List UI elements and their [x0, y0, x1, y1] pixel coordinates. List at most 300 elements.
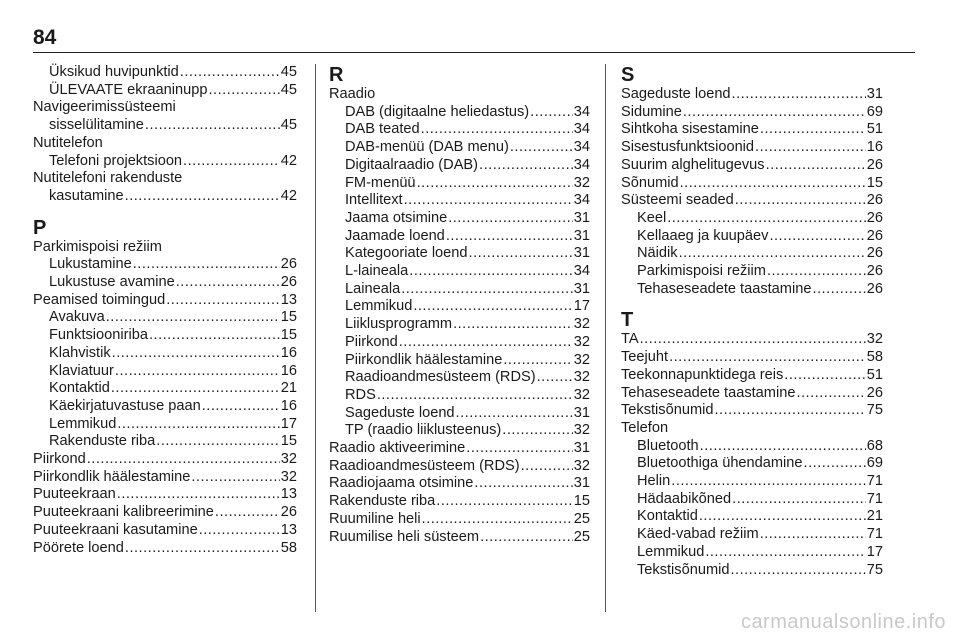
dot-leader	[149, 327, 280, 345]
dot-leader	[667, 210, 866, 228]
entry-text: TP (raadio liiklusteenus)	[345, 422, 502, 439]
dot-leader	[453, 316, 573, 334]
entry-text: Üksikud huvipunktid	[49, 64, 179, 80]
entry-page-number: 31	[573, 245, 590, 262]
entry-text: Funktsiooniriba	[49, 327, 148, 344]
entry-page-number: 21	[280, 380, 297, 397]
entry-text: Piirkondlik häälestamine	[33, 468, 191, 485]
entry-page-number: 71	[866, 473, 883, 490]
dot-leader	[671, 473, 866, 491]
dot-leader	[537, 369, 573, 387]
entry-page-number: 32	[866, 331, 883, 348]
entry-text: Piirkond	[345, 333, 398, 350]
index-entry[interactable]	[329, 511, 590, 529]
entry-page-number: 15	[866, 174, 883, 191]
entry-text: sisselülitamine	[49, 117, 144, 134]
entry-text: Helin	[637, 473, 671, 490]
entry-page-number: 58	[280, 539, 297, 556]
entry-page-number: 25	[573, 510, 590, 527]
dot-leader	[111, 380, 280, 398]
entry-page-number: 15	[573, 493, 590, 510]
column-divider	[315, 64, 316, 612]
index-subentry[interactable]	[329, 263, 590, 281]
entry-text: ÜLEVAATE ekraaninupp	[49, 81, 208, 98]
index-subentry[interactable]	[33, 117, 297, 135]
dot-leader	[766, 157, 866, 175]
index-column-3	[621, 64, 883, 579]
index-section-letter: S	[621, 64, 635, 86]
dot-leader	[796, 385, 865, 403]
entry-page-number: 32	[573, 422, 590, 439]
entry-text: Süsteemi seaded	[621, 192, 734, 209]
entry-text: Teekonnapunktidega reis	[621, 366, 784, 383]
index-subentry[interactable]	[621, 210, 883, 228]
index-section-letter: P	[33, 216, 47, 239]
entry-text: Sisestusfunktsioonid	[621, 139, 755, 156]
entry-page-number: 31	[573, 227, 590, 244]
index-subentry[interactable]	[33, 82, 297, 100]
index-entry[interactable]	[621, 104, 883, 122]
entry-page-number: 51	[866, 366, 883, 383]
dot-leader	[202, 398, 280, 416]
entry-page-number: 26	[280, 274, 297, 291]
entry-page-number: 16	[280, 397, 297, 414]
index-subentry[interactable]	[329, 298, 590, 316]
index-entry[interactable]	[33, 451, 297, 469]
dot-leader	[521, 458, 573, 476]
index-subentry[interactable]	[329, 422, 590, 440]
entry-text: Lemmikud	[637, 543, 705, 560]
dot-leader	[510, 139, 573, 157]
entry-page-number: 26	[866, 227, 883, 244]
entry-text: Klahvistik	[49, 344, 111, 361]
entry-page-number: 71	[866, 526, 883, 543]
index-subentry[interactable]	[329, 405, 590, 423]
entry-text: Hädaabikõned	[637, 490, 732, 507]
index-subentry[interactable]	[33, 433, 297, 451]
entry-page-number: 75	[866, 561, 883, 578]
index-entry[interactable]	[33, 486, 297, 504]
dot-leader	[87, 451, 280, 469]
index-subentry[interactable]	[621, 455, 883, 473]
entry-text: Klaviatuur	[49, 362, 114, 379]
index-entry[interactable]	[621, 157, 883, 175]
entry-text: Sihtkoha sisestamine	[621, 121, 759, 138]
entry-page-number: 69	[866, 103, 883, 120]
entry-text: Lemmikud	[345, 298, 413, 315]
entry-text: Raadiojaama otsimine	[329, 475, 474, 492]
index-entry[interactable]	[329, 440, 590, 458]
index-subentry[interactable]	[621, 562, 883, 580]
index-column-1	[33, 64, 297, 557]
entry-page-number: 26	[866, 192, 883, 209]
dot-leader	[784, 367, 865, 385]
index-entry[interactable]	[621, 367, 883, 385]
entry-page-number: 32	[573, 174, 590, 191]
dot-leader	[699, 508, 866, 526]
entry-page-number: 32	[573, 351, 590, 368]
entry-page-number: 68	[866, 437, 883, 454]
entry-page-number: 13	[280, 291, 297, 308]
entry-text: Käekirjatuvastuse paan	[49, 397, 201, 414]
header-rule	[33, 52, 915, 53]
index-subentry[interactable]	[33, 274, 297, 292]
index-section-letter: R	[329, 64, 344, 86]
entry-page-number: 26	[866, 384, 883, 401]
entry-page-number: 25	[573, 528, 590, 545]
entry-page-number: 32	[280, 468, 297, 485]
index-entry[interactable]	[621, 385, 883, 403]
index-subentry[interactable]	[33, 398, 297, 416]
entry-text: Puuteekraani kalibreerimine	[33, 504, 214, 521]
entry-page-number: 17	[866, 543, 883, 560]
index-subentry[interactable]	[329, 175, 590, 193]
entry-text: Sõnumid	[621, 174, 679, 191]
index-subentry[interactable]	[621, 263, 883, 281]
index-heading: Nutitelefon	[33, 134, 103, 151]
entry-page-number: 32	[573, 316, 590, 333]
index-subentry[interactable]	[329, 352, 590, 370]
dot-leader	[812, 281, 865, 299]
index-subentry[interactable]	[33, 327, 297, 345]
entry-page-number: 31	[573, 440, 590, 457]
dot-leader	[183, 153, 280, 171]
index-subentry[interactable]	[33, 380, 297, 398]
dot-leader	[215, 504, 280, 522]
index-entry[interactable]	[621, 175, 883, 193]
entry-page-number: 15	[280, 327, 297, 344]
entry-page-number: 21	[866, 508, 883, 525]
dot-leader	[466, 440, 572, 458]
entry-page-number: 31	[573, 404, 590, 421]
entry-text: DAB (digitaalne heliedastus)	[345, 103, 530, 120]
index-subentry[interactable]	[33, 345, 297, 363]
entry-text: Digitaalraadio (DAB)	[345, 156, 479, 173]
dot-leader	[767, 263, 866, 281]
index-entry[interactable]	[329, 475, 590, 493]
entry-text: Telefoni projektsioon	[49, 152, 183, 169]
dot-leader	[705, 544, 865, 562]
column-divider	[605, 64, 606, 612]
dot-leader	[436, 493, 572, 511]
entry-text: Rakenduste riba	[329, 493, 436, 510]
index-entry[interactable]	[33, 292, 297, 310]
index-subentry[interactable]	[329, 139, 590, 157]
index-subentry[interactable]	[329, 104, 590, 122]
entry-text: Raadioandmesüsteem (RDS)	[329, 457, 520, 474]
entry-text: Tehaseseadete taastamine	[637, 280, 812, 297]
dot-leader	[417, 175, 573, 193]
entry-text: DAB teated	[345, 121, 420, 138]
index-subentry[interactable]	[621, 281, 883, 299]
index-subentry[interactable]	[33, 309, 297, 327]
index-subentry[interactable]	[621, 245, 883, 263]
dot-leader	[732, 86, 866, 104]
dot-leader	[191, 469, 279, 487]
index-entry[interactable]	[621, 121, 883, 139]
dot-leader	[422, 511, 573, 529]
entry-page-number: 16	[280, 344, 297, 361]
dot-leader	[446, 228, 573, 246]
entry-page-number: 31	[866, 86, 883, 102]
entry-text: Sidumine	[621, 103, 682, 120]
entry-page-number: 26	[866, 156, 883, 173]
entry-page-number: 34	[573, 263, 590, 280]
entry-text: Puuteekraan	[33, 486, 116, 503]
dot-leader	[503, 352, 572, 370]
entry-text: Raadio aktiveerimine	[329, 440, 466, 457]
dot-leader	[760, 526, 866, 544]
entry-text: Laineala	[345, 280, 401, 297]
entry-page-number: 31	[573, 209, 590, 226]
entry-text: Parkimispoisi režiim	[637, 263, 766, 280]
dot-leader	[669, 349, 866, 367]
dot-leader	[115, 363, 280, 381]
index-subentry[interactable]	[329, 192, 590, 210]
dot-leader	[755, 139, 866, 157]
entry-text: L-laineala	[345, 263, 409, 280]
entry-text: DAB-menüü (DAB menu)	[345, 139, 509, 156]
entry-text: Piirkondlik häälestamine	[345, 351, 503, 368]
entry-page-number: 51	[866, 121, 883, 138]
watermark: carmanualsonline.info	[740, 611, 946, 633]
index-subentry[interactable]	[621, 438, 883, 456]
dot-leader	[760, 121, 866, 139]
entry-page-number: 17	[573, 298, 590, 315]
index-heading: Navigeerimissüsteemi	[33, 99, 176, 116]
entry-page-number: 58	[866, 349, 883, 366]
entry-page-number: 26	[866, 280, 883, 297]
dot-leader	[714, 402, 865, 420]
index-entry[interactable]	[621, 86, 883, 104]
dot-leader	[732, 491, 866, 509]
index-heading: Parkimispoisi režiim	[33, 238, 162, 255]
entry-text: Kontaktid	[49, 380, 110, 397]
dot-leader	[117, 416, 279, 434]
dot-leader	[640, 331, 866, 349]
index-subentry[interactable]	[329, 316, 590, 334]
dot-leader	[404, 192, 573, 210]
dot-leader	[769, 228, 865, 246]
dot-leader	[679, 245, 866, 263]
entry-text: Kellaaeg ja kuupäev	[637, 227, 769, 244]
index-entry[interactable]	[621, 349, 883, 367]
entry-text: Raadioandmesüsteem (RDS)	[345, 369, 536, 386]
entry-page-number: 32	[573, 369, 590, 386]
entry-page-number: 45	[280, 81, 297, 98]
entry-page-number: 45	[280, 117, 297, 134]
index-subentry[interactable]	[329, 369, 590, 387]
entry-page-number: 32	[573, 333, 590, 350]
entry-page-number: 26	[866, 209, 883, 226]
entry-page-number: 32	[280, 451, 297, 468]
entry-page-number: 26	[866, 263, 883, 280]
dot-leader	[480, 529, 573, 547]
entry-page-number: 69	[866, 455, 883, 472]
entry-text: Puuteekraani kasutamine	[33, 521, 198, 538]
index-heading: Telefon	[621, 419, 669, 436]
entry-text: Teejuht	[621, 349, 669, 366]
index-subentry[interactable]	[33, 363, 297, 381]
entry-text: Kontaktid	[637, 508, 698, 525]
entry-text: Lukustamine	[49, 256, 132, 273]
dot-leader	[502, 422, 572, 440]
dot-leader	[474, 475, 572, 493]
index-heading: Raadio	[329, 86, 376, 102]
entry-page-number: 34	[573, 156, 590, 173]
entry-page-number: 45	[280, 64, 297, 80]
entry-page-number: 17	[280, 415, 297, 432]
dot-leader	[530, 104, 573, 122]
index-subentry[interactable]	[33, 153, 297, 171]
entry-text: Näidik	[637, 245, 678, 262]
index-entry[interactable]	[621, 402, 883, 420]
dot-leader	[730, 562, 865, 580]
dot-leader	[479, 157, 573, 175]
entry-page-number: 13	[280, 521, 297, 538]
dot-leader	[112, 345, 280, 363]
entry-page-number: 34	[573, 121, 590, 138]
dot-leader	[700, 438, 866, 456]
entry-text: Bluetoothiga ühendamine	[637, 455, 803, 472]
dot-leader	[125, 540, 280, 558]
dot-leader	[448, 210, 573, 228]
index-subentry[interactable]	[621, 508, 883, 526]
entry-text: Keel	[637, 209, 667, 226]
index-entry[interactable]	[33, 469, 297, 487]
entry-page-number: 71	[866, 490, 883, 507]
index-subentry[interactable]	[621, 526, 883, 544]
entry-text: Rakenduste riba	[49, 433, 156, 450]
page-number: 84	[33, 26, 57, 49]
entry-text: Jaama otsimine	[345, 209, 448, 226]
dot-leader	[106, 309, 280, 327]
entry-text: Piirkond	[33, 451, 86, 468]
dot-leader	[683, 104, 866, 122]
entry-text: Sageduste loend	[621, 86, 731, 102]
entry-text: Lemmikud	[49, 415, 117, 432]
entry-text: Kategooriate loend	[345, 245, 468, 262]
index-subentry[interactable]	[621, 544, 883, 562]
dot-leader	[156, 433, 279, 451]
entry-text: RDS	[345, 386, 376, 403]
entry-text: Sageduste loend	[345, 404, 455, 421]
index-subentry[interactable]	[329, 281, 590, 299]
entry-text: Tekstisõnumid	[621, 402, 714, 419]
dot-leader	[409, 263, 572, 281]
index-subentry[interactable]	[621, 228, 883, 246]
entry-text: Liiklusprogramm	[345, 316, 453, 333]
dot-leader	[377, 387, 573, 405]
index-subentry[interactable]	[621, 491, 883, 509]
entry-page-number: 34	[573, 103, 590, 120]
entry-page-number: 34	[573, 192, 590, 209]
dot-leader	[456, 405, 573, 423]
entry-page-number: 26	[280, 256, 297, 273]
dot-leader	[735, 192, 866, 210]
entry-text: Avakuva	[49, 309, 105, 326]
index-subentry[interactable]	[33, 256, 297, 274]
entry-page-number: 13	[280, 486, 297, 503]
index-subentry[interactable]	[329, 157, 590, 175]
dot-leader	[413, 298, 572, 316]
index-entry[interactable]	[33, 540, 297, 558]
index-entry[interactable]	[621, 192, 883, 210]
index-subentry[interactable]	[33, 188, 297, 206]
dot-leader	[117, 486, 280, 504]
entry-text: Jaamade loend	[345, 227, 445, 244]
entry-text: Tehaseseadete taastamine	[621, 384, 796, 401]
dot-leader	[469, 245, 573, 263]
dot-leader	[399, 334, 573, 352]
entry-page-number: 26	[280, 504, 297, 521]
index-entry[interactable]	[329, 458, 590, 476]
index-heading: Nutitelefoni rakenduste	[33, 170, 183, 187]
index-entry[interactable]	[329, 493, 590, 511]
dot-leader	[208, 82, 279, 100]
dot-leader	[166, 292, 280, 310]
index-subentry[interactable]	[329, 121, 590, 139]
dot-leader	[804, 455, 866, 473]
index-subentry[interactable]	[329, 228, 590, 246]
index-subentry[interactable]	[329, 387, 590, 405]
entry-page-number: 16	[280, 362, 297, 379]
index-subentry[interactable]	[329, 210, 590, 228]
entry-page-number: 26	[866, 245, 883, 262]
entry-page-number: 15	[280, 433, 297, 450]
index-section-letter: T	[621, 309, 634, 332]
index-entry[interactable]	[329, 529, 590, 547]
index-entry[interactable]	[621, 139, 883, 157]
index-subentry[interactable]	[621, 473, 883, 491]
entry-text: Intellitext	[345, 192, 403, 209]
entry-text: Ruumilise heli süsteem	[329, 528, 480, 545]
entry-page-number: 32	[573, 386, 590, 403]
dot-leader	[145, 117, 280, 135]
entry-text: Suurim alghelitugevus	[621, 156, 765, 173]
entry-page-number: 32	[573, 457, 590, 474]
entry-text: Bluetooth	[637, 437, 699, 454]
entry-text: Peamised toimingud	[33, 291, 166, 308]
dot-leader	[680, 175, 866, 193]
dot-leader	[421, 121, 573, 139]
entry-text: Lukustuse avamine	[49, 274, 175, 291]
dot-leader	[199, 522, 280, 540]
entry-text: Pöörete loend	[33, 539, 124, 556]
index-subentry[interactable]	[329, 245, 590, 263]
entry-page-number: 31	[573, 475, 590, 492]
entry-text: Ruumiline heli	[329, 510, 421, 527]
entry-page-number: 42	[280, 152, 297, 169]
index-subentry[interactable]	[329, 334, 590, 352]
index-entry[interactable]	[33, 522, 297, 540]
index-entry[interactable]	[621, 331, 883, 349]
entry-text: Käed-vabad režiim	[637, 526, 759, 543]
dot-leader	[125, 188, 280, 206]
index-column-2	[329, 64, 590, 546]
entry-page-number: 15	[280, 309, 297, 326]
entry-page-number: 75	[866, 402, 883, 419]
dot-leader	[401, 281, 573, 299]
entry-page-number: 16	[866, 139, 883, 156]
entry-page-number: 42	[280, 187, 297, 204]
entry-text: FM-menüü	[345, 174, 416, 191]
entry-text: Tekstisõnumid	[637, 561, 730, 578]
index-subentry[interactable]	[33, 416, 297, 434]
index-entry[interactable]	[33, 504, 297, 522]
index-subentry[interactable]	[33, 64, 297, 82]
entry-page-number: 34	[573, 139, 590, 156]
